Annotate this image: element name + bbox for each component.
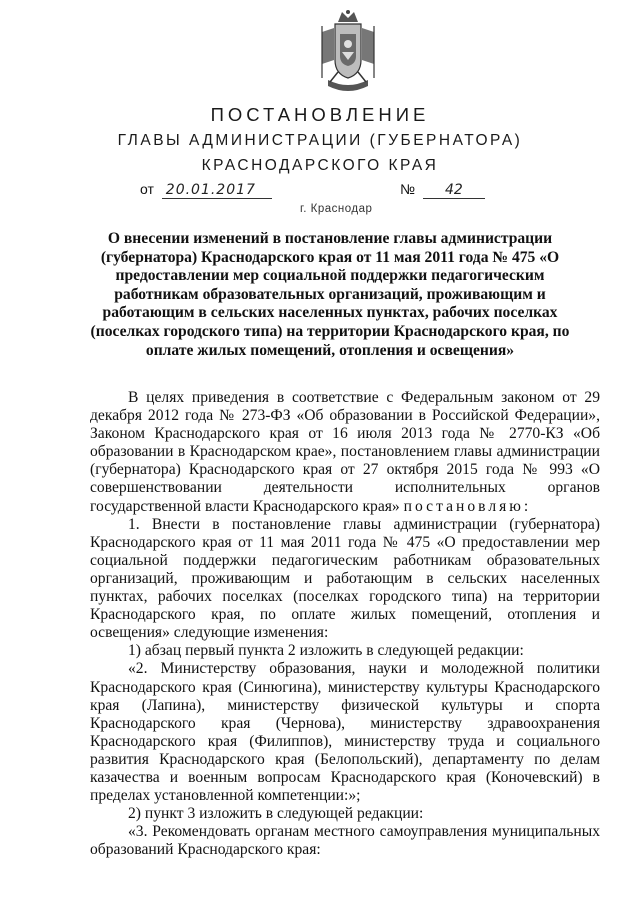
document-title: О внесении изменений в постановление главы администрации (губернатора) Краснодарского края от 11 мая 2011 года № 475 «О предоставлении мер социальной поддержки педагогическим работникам образовательных организаций, проживающим и работающим в сельских населенных пунктах, рабочих поселках (поселках городского типа) на территории Краснодарского края, по оплате жилых помещений, отопления и освещения» bbox=[90, 230, 570, 359]
city-label: г. Краснодар bbox=[300, 203, 373, 215]
document-type-heading: ПОСТАНОВЛЕНИЕ bbox=[210, 104, 430, 125]
issuer-line-2: КРАСНОДАРСКОГО КРАЯ bbox=[201, 157, 439, 174]
coat-of-arms-emblem bbox=[318, 8, 378, 96]
paragraph-quote-2: «2. Министерству образования, науки и молодежной политики Краснодарского края (Синюгина), министерству культуры Краснодарского края (Лапина), министерству физической культуры и спорта Краснодарского края (Чернова), министерству здравоохранения Краснодарского края (Филиппов), министерству труда и социального развития Краснодарского края (Белопольский), департаменту по делам казачества и военным вопросам Краснодарского края (Коночевский) в пределах установленной компетенции:»; bbox=[90, 660, 600, 805]
paragraph-preamble bbox=[90, 389, 600, 516]
number-row bbox=[400, 181, 485, 199]
paragraph-quote-3: «3. Рекомендовать органам местного самоуправления муниципальных образований Краснодарского края: bbox=[90, 823, 600, 859]
number-value: 42 bbox=[423, 182, 485, 199]
paragraph-subitem-2: 2) пункт 3 изложить в следующей редакции: bbox=[128, 805, 424, 823]
number-prefix: № bbox=[400, 181, 416, 197]
date-prefix: от bbox=[140, 181, 154, 197]
date-value: 20.01.2017 bbox=[162, 182, 272, 199]
paragraph-subitem-1: 1) абзац первый пункта 2 изложить в следующей редакции: bbox=[128, 642, 524, 660]
date-row bbox=[140, 181, 272, 199]
document-body bbox=[90, 389, 600, 859]
paragraph-item-1: 1. Внести в постановление главы администрации (губернатора) Краснодарского края от 11 мая 2011 года № 475 «О предоставлении мер социальной поддержки педагогическим работникам образовательных организаций, проживающим и работающим в сельских населенных пунктах, рабочих поселках (поселках городского типа) на территории Краснодарского края, по оплате жилых помещений, отопления и освещения» следующие изменения: bbox=[90, 515, 600, 642]
preamble-text: В целях приведения в соответствие с Федеральным законом от 29 декабря 2012 года № 273-ФЗ «Об образовании в Российской Федерации», Законом Краснодарского края от 16 июля 2013 года № 2770-КЗ «Об образовании в Краснодарском крае», постановлением главы администрации (губернатора) Краснодарского края от 27 октября 2015 года № 993 «О совершенствовании деятельности исполнительных органов государственной власти Краснодарского края» bbox=[90, 389, 600, 515]
issuer-line-1: ГЛАВЫ АДМИНИСТРАЦИИ (ГУБЕРНАТОРА) bbox=[117, 132, 523, 149]
preamble-resolution: постановляю: bbox=[403, 497, 532, 515]
